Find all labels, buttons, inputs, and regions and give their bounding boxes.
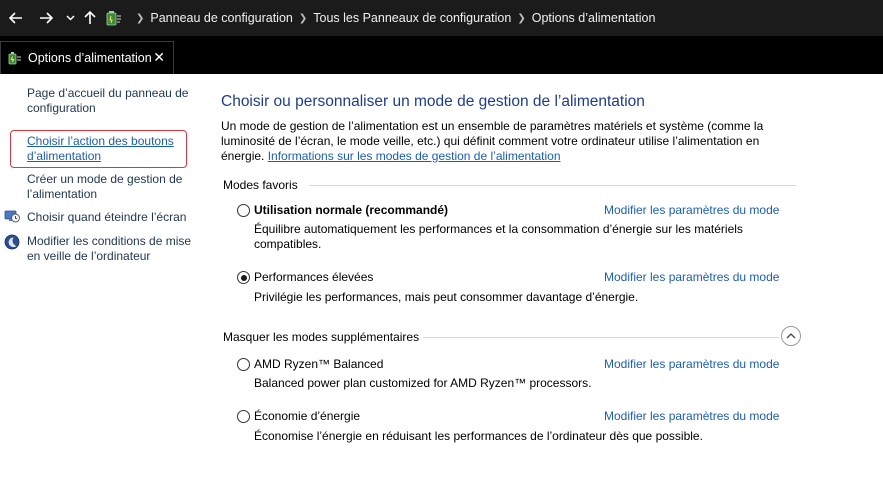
sidebar-item-label: en veille de l’ordinateur	[27, 249, 151, 263]
power-options-icon	[7, 50, 23, 66]
arrow-right-icon	[39, 12, 53, 24]
recent-locations-button[interactable]	[60, 8, 80, 28]
collapse-button[interactable]	[781, 326, 801, 346]
intro-text	[221, 119, 781, 164]
up-button[interactable]	[80, 8, 100, 28]
section-divider	[309, 185, 796, 186]
plan-description-line: Équilibre automatiquement les performances et la consommation d’énergie sur les matériels	[254, 222, 743, 236]
plan-name: Utilisation normale (recommandé)	[254, 203, 449, 217]
plan-radio-power-saver[interactable]	[237, 410, 250, 423]
plan-description-line: compatibles.	[254, 237, 322, 251]
change-plan-settings-link[interactable]: Modifier les paramètres du mode	[604, 270, 780, 284]
plan-description	[254, 222, 774, 252]
hidden-plans-section-label: Masquer les modes supplémentaires	[223, 330, 420, 344]
tab-power-options[interactable]	[0, 41, 174, 74]
plan-name: Économie d’énergie	[254, 409, 361, 423]
plan-radio-high-performance[interactable]	[237, 271, 250, 284]
sidebar-item-label: Choisir l’action des boutons	[27, 134, 174, 148]
forward-button[interactable]	[36, 8, 56, 28]
change-plan-settings-link[interactable]: Modifier les paramètres du mode	[604, 357, 780, 371]
page-title: Choisir ou personnaliser un mode de gestion de l’alimentation	[221, 93, 645, 110]
chevron-right-icon: ❯	[517, 12, 526, 24]
sidebar-item-label: d’alimentation	[27, 149, 102, 163]
breadcrumb-item[interactable]: Tous les Panneaux de configuration	[313, 11, 512, 25]
sidebar-item-turn-off-display[interactable]	[27, 210, 186, 225]
sidebar-item-label: Modifier les conditions de mise	[27, 234, 192, 248]
arrow-up-icon	[84, 11, 96, 25]
section-divider	[423, 337, 779, 338]
sidebar-item-label: l’alimentation	[27, 187, 98, 201]
arrow-left-icon	[9, 12, 23, 24]
sidebar-item-sleep-settings[interactable]	[27, 234, 191, 264]
sidebar-item-control-panel-home[interactable]	[27, 86, 188, 116]
close-icon[interactable]: ✕	[153, 49, 165, 65]
intro-line-text: énergie.	[221, 149, 268, 163]
plan-radio-balanced[interactable]	[237, 204, 250, 217]
sidebar-item-label: Choisir quand éteindre l’écran	[27, 210, 187, 224]
plan-name: Performances élevées	[254, 270, 374, 284]
sidebar-item-create-plan[interactable]	[27, 172, 182, 202]
sidebar	[0, 74, 205, 487]
power-plans-info-link[interactable]: Informations sur les modes de gestion de l’alimentation	[267, 149, 561, 163]
moon-icon	[4, 234, 20, 250]
breadcrumb	[130, 0, 655, 36]
plan-description: Économise l’énergie en réduisant les performances de l’ordinateur dès que possible.	[254, 429, 703, 443]
chevron-down-icon	[66, 15, 75, 21]
plan-name: AMD Ryzen™ Balanced	[254, 357, 384, 371]
plan-radio-amd-balanced[interactable]	[237, 358, 250, 371]
plan-description: Privilégie les performances, mais peut consommer davantage d’énergie.	[254, 290, 639, 304]
chevron-up-icon	[786, 333, 796, 339]
change-plan-settings-link[interactable]: Modifier les paramètres du mode	[604, 203, 780, 217]
sidebar-item-label: configuration	[27, 101, 96, 115]
address-bar	[0, 0, 883, 36]
sidebar-item-label: Page d’accueil du panneau de	[27, 86, 189, 100]
favorites-section-label: Modes favoris	[223, 178, 298, 192]
chevron-right-icon: ❯	[298, 12, 308, 24]
breadcrumb-item[interactable]: Options d’alimentation	[531, 11, 656, 25]
change-plan-settings-link[interactable]: Modifier les paramètres du mode	[604, 409, 780, 423]
clock-monitor-icon	[4, 208, 20, 224]
intro-line: luminosité de l’écran, le mode veille, etc.) qui définit comment votre ordinateur utilise l’alimentation en	[221, 134, 760, 148]
breadcrumb-item[interactable]: Panneau de configuration	[150, 11, 293, 25]
plan-description: Balanced power plan customized for AMD Ryzen™ processors.	[254, 376, 592, 390]
sidebar-item-power-buttons[interactable]	[27, 134, 174, 164]
tab-strip	[0, 36, 883, 74]
intro-line	[221, 149, 781, 164]
tab-title: Options d’alimentation	[28, 51, 152, 65]
sidebar-item-label: Créer un mode de gestion de	[27, 172, 183, 186]
intro-line: Un mode de gestion de l’alimentation est un ensemble de paramètres matériels et système (comme la	[221, 119, 764, 133]
main-content	[205, 74, 883, 487]
power-options-icon	[104, 8, 124, 28]
back-button[interactable]	[6, 8, 26, 28]
chevron-right-icon: ❯	[136, 12, 145, 24]
